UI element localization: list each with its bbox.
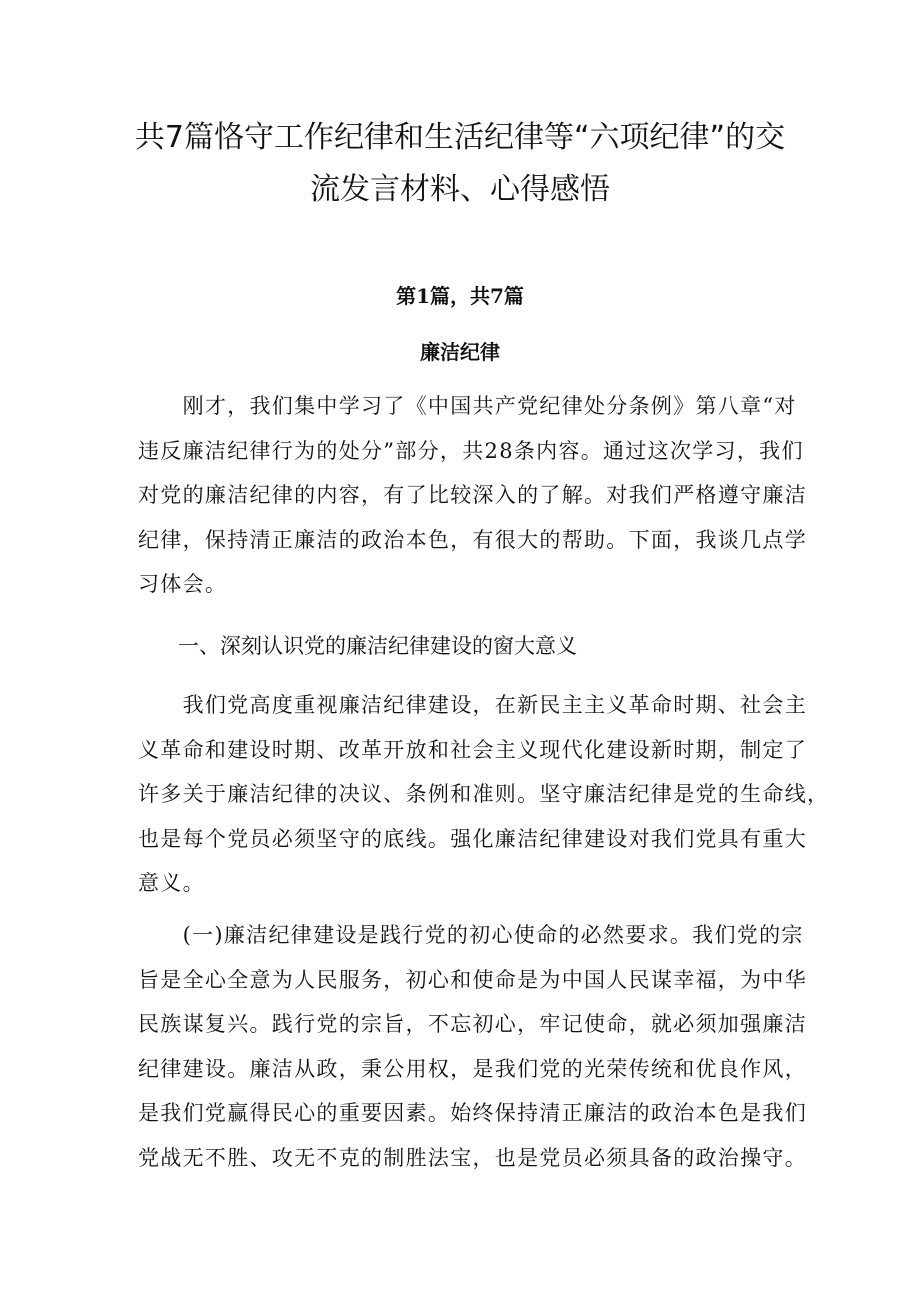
paragraph-line: 习体会。	[138, 572, 228, 597]
paragraph-line: 也是每个党员必须坚守的底线。强化廉洁纪律建设对我们党具有重大	[138, 826, 807, 851]
paragraph-line: 义革命和建设时期、改革开放和社会主义现代化建设新时期，制定了	[138, 737, 807, 762]
paragraph-line: 是我们党赢得民心的重要因素。始终保持清正廉洁的政治本色是我们	[138, 1101, 807, 1126]
document-title	[120, 112, 800, 216]
paragraph-line: 纪律建设。廉洁从政，秉公用权，是我们党的光荣传统和优良作风，	[138, 1056, 807, 1081]
paragraph-line: 意义。	[138, 871, 205, 896]
paragraph-line: (一)廉洁纪律建设是践行党的初心使命的必然要求。我们党的宗	[138, 923, 804, 947]
paragraph-line: 违反廉洁纪律行为的处分”部分，共28条内容。通过这次学习，我们	[138, 438, 804, 463]
paragraph-line: 旨是全心全意为人民服务，初心和使命是为中国人民谋幸福，为中华	[138, 967, 807, 992]
section-heading-1: 一、深刻认识党的廉洁纪律建设的窗大意义	[178, 634, 577, 658]
intro-paragraph	[138, 384, 807, 607]
paragraph-line: 对党的廉洁纪律的内容，有了比较深入的了解。对我们严格遵守廉洁	[138, 483, 807, 508]
paragraph-line: 党战无不胜、攻无不克的制胜法宝，也是党员必须具备的政治操守。	[138, 1145, 807, 1170]
title-line-1: 共7篇恪守工作纪律和生活纪律等“六项纪律”的交	[134, 120, 786, 155]
part-label: 第1篇，共7篇	[396, 284, 524, 308]
paragraph-line: 刚才，我们集中学习了《中国共产党纪律处分条例》第八章“对	[138, 394, 797, 418]
paragraph-line: 纪律，保持清正廉洁的政治本色，有很大的帮助。下面，我谈几点学	[138, 527, 807, 552]
section-title: 廉洁纪律	[420, 340, 500, 364]
body-paragraph-2	[138, 683, 830, 906]
paragraph-line: 民族谋复兴。践行党的宗旨，不忘初心，牢记使命，就必须加强廉洁	[138, 1012, 807, 1037]
body-paragraph-3	[138, 913, 807, 1181]
title-line-2: 流发言材料、心得感悟	[310, 172, 610, 207]
paragraph-line: 许多关于廉洁纪律的决议、条例和准则。坚守廉洁纪律是党的生命线，	[138, 782, 830, 807]
paragraph-line: 我们党高度重视廉洁纪律建设，在新民主主义革命时期、社会主	[138, 693, 807, 717]
